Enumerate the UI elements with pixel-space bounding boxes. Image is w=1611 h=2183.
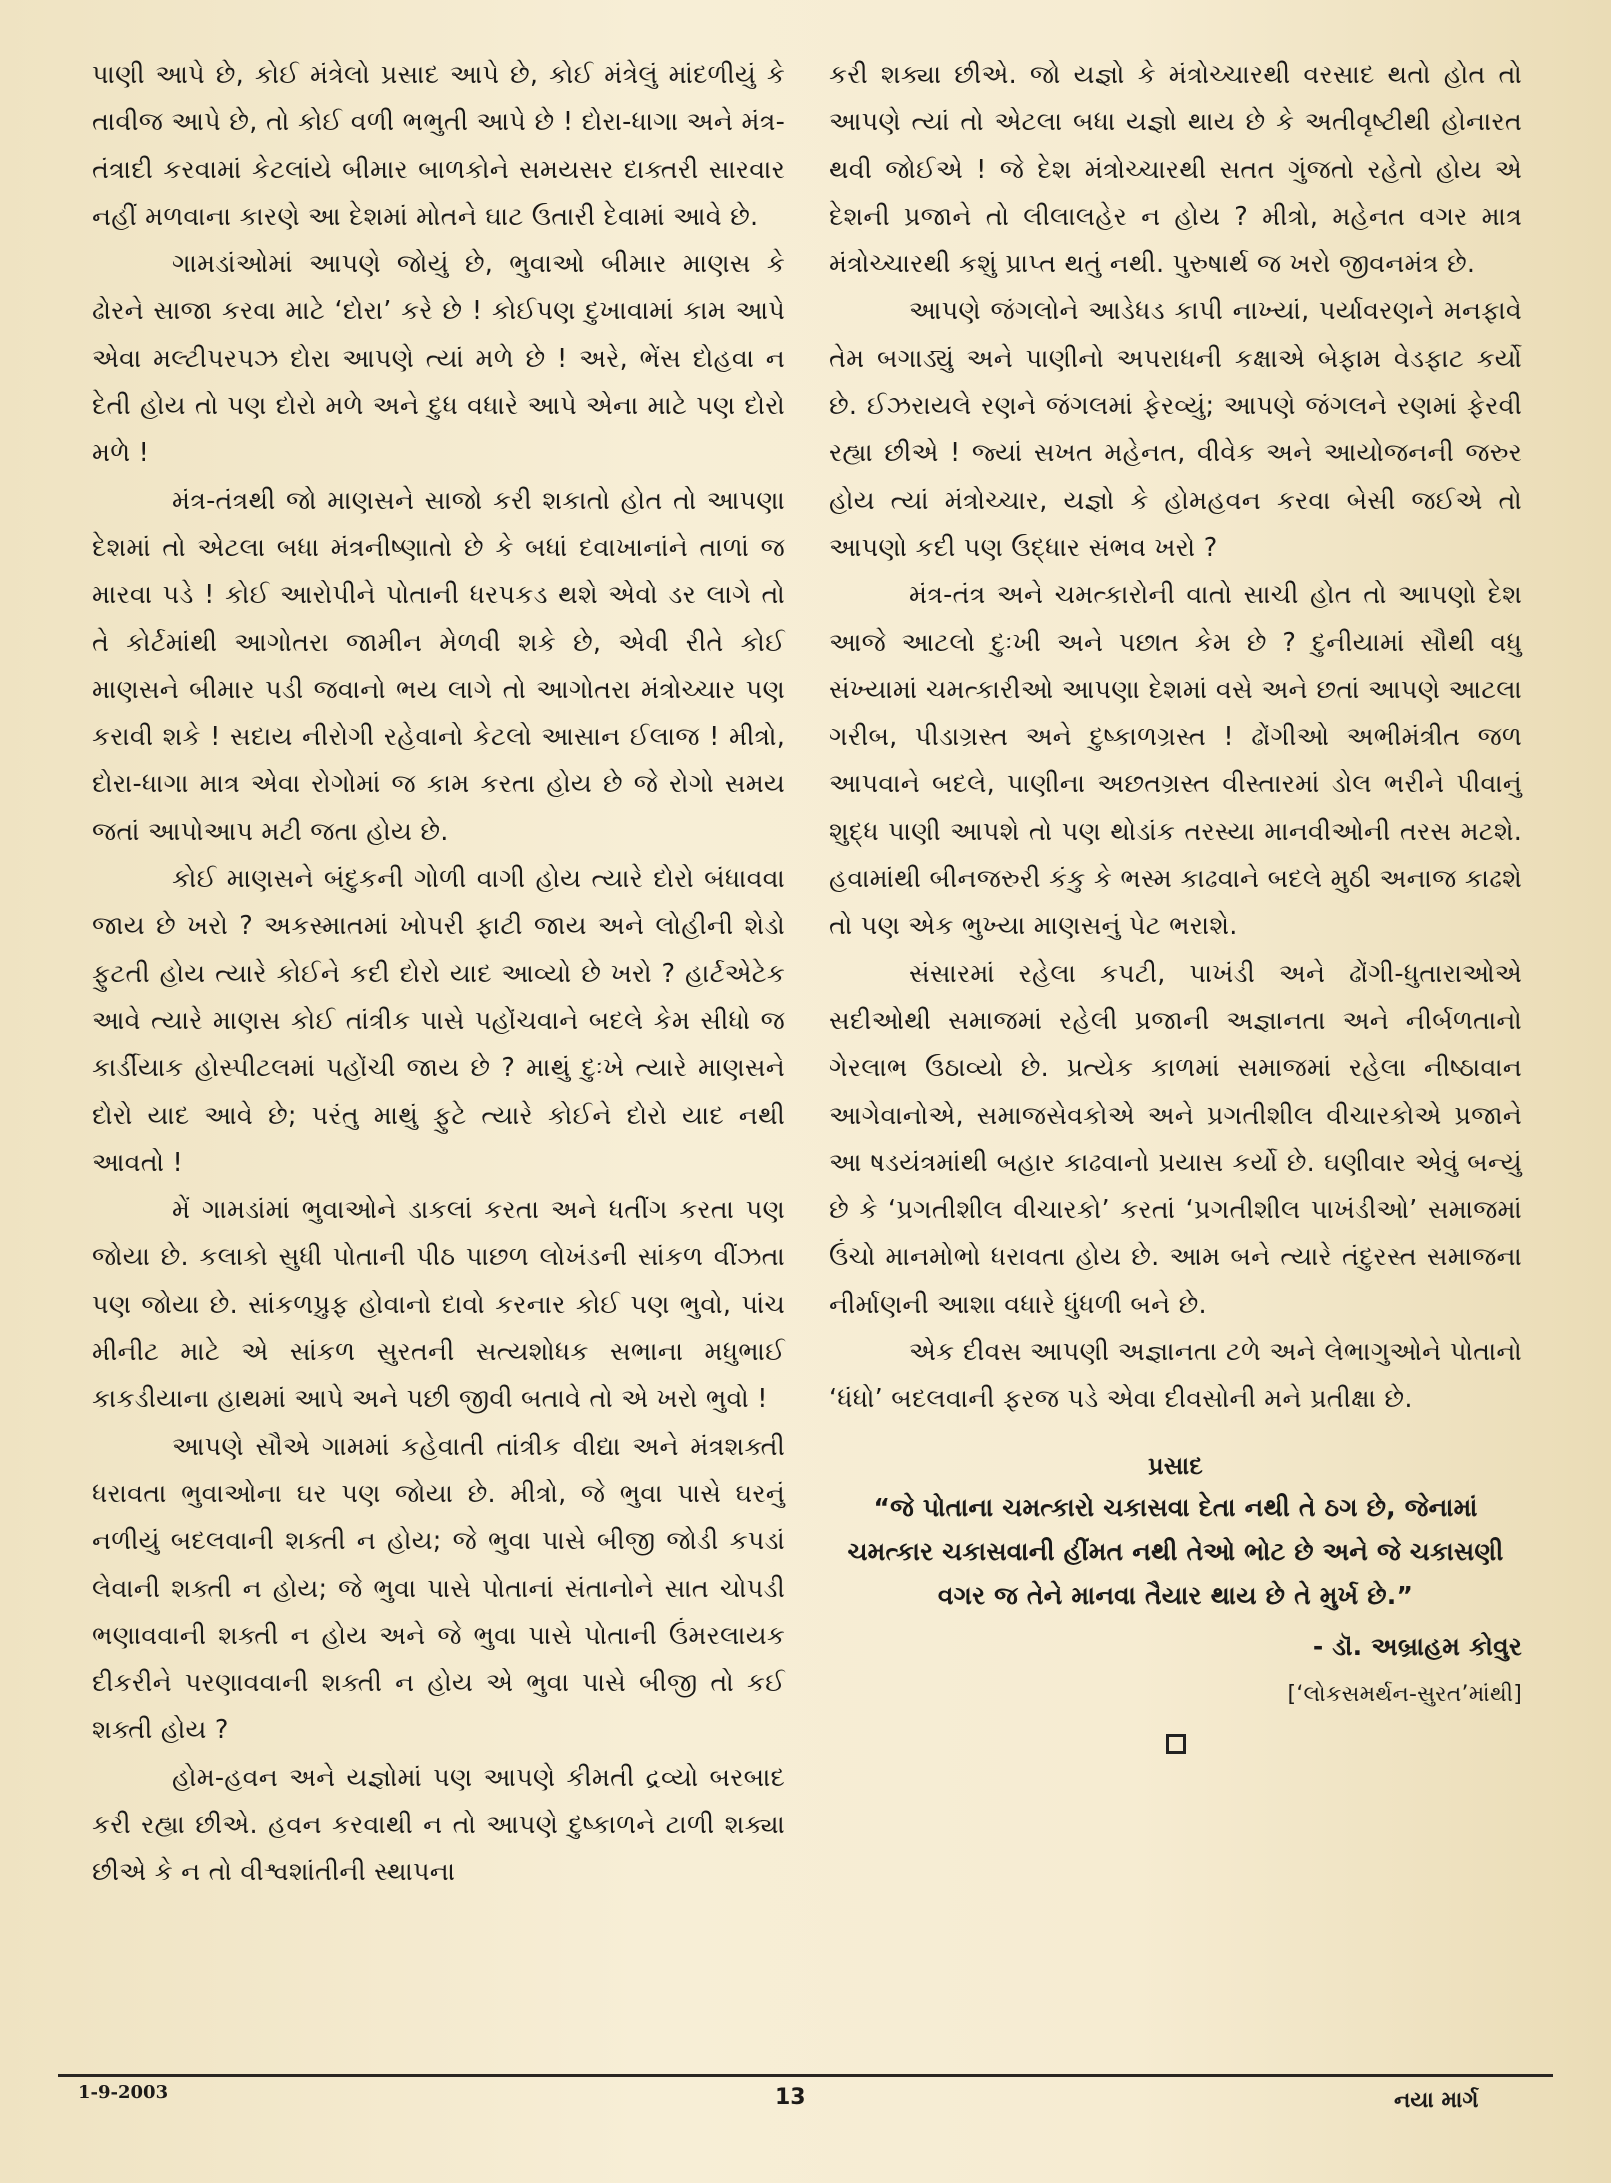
quote-author: - ડૉ. અબ્રાહમ કોવુર — [1312, 1631, 1522, 1661]
right-column — [829, 52, 1522, 1754]
prasad-title: પ્રસાદ — [1148, 1451, 1203, 1480]
magazine-name: નયા માર્ગ — [1394, 2088, 1479, 2113]
paragraph: મંત્ર-તંત્રથી જો માણસને સાજો કરી શકાતો હોત તો આપણા દેશમાં તો એટલા બધા મંત્રનીષ્ણાતો છે કે બધાં દવાખાનાંને તાળાં જ મારવા પડે ! કોઈ આરોપીને પોતાની ધરપકડ થશે એવો ડર લાગે તો તે કોર્ટમાંથી આગોતરા જામીન મેળવી શકે છે, એવી રીતે કોઈ માણસને બીમાર પડી જવાનો ભય લાગે તો આગોતરા મંત્રોચ્ચાર પણ કરાવી શકે ! સદાય નીરોગી રહેવાનો કેટલો આસાન ઈલાજ ! મીત્રો, દોરા-ધાગા માત્ર એવા રોગોમાં જ કામ કરતા હોય છે જે રોગો સમય જતાં આપોઆપ મટી જતા હોય છે. — [92, 485, 785, 847]
paragraph: આપણે સૌએ ગામમાં કહેવાતી તાંત્રીક વીદ્યા અને મંત્રશક્તી ધરાવતા ભુવાઓના ઘર પણ જોયા છે. મીત્રો, જે ભુવા પાસે ઘરનું નળીયું બદલવાની શક્તી ન હોય; જે ભુવા પાસે બીજી જોડી કપડાં લેવાની શક્તી ન હોય; જે ભુવા પાસે પોતાનાં સંતાનોને સાત ચોપડી ભણાવવાની શક્તી ન હોય અને જે ભુવા પાસે પોતાની ઉંમરલાયક દીકરીને પરણાવવાની શક્તી ન હોય એ ભુવા પાસે બીજી તો કઈ શક્તી હોય ? — [92, 1431, 785, 1746]
paragraph: એક દીવસ આપણી અજ્ઞાનતા ટળે અને લેભાગુઓને પોતાનો ‘ધંધો’ બદલવાની ફરજ પડે એવા દીવસોની મને પ્રતીક્ષા છે. — [829, 1337, 1522, 1415]
left-column — [92, 52, 785, 1897]
prasad-quote-box — [829, 1446, 1522, 1754]
paragraph: મેં ગામડાંમાં ભુવાઓને ડાકલાં કરતા અને ધતીંગ કરતા પણ જોયા છે. કલાકો સુધી પોતાની પીઠ પાછળ લોખંડની સાંકળ વીંઝતા પણ જોયા છે. સાંકળપ્રુફ હોવાનો દાવો કરનાર કોઈ પણ ભુવો, પાંચ મીનીટ માટે એ સાંકળ સુરતની સત્યશોધક સભાના મધુભાઈ કાકડીયાના હાથમાં આપે અને પછી જીવી બતાવે તો એ ખરો ભુવો ! — [92, 1195, 785, 1415]
footer-rule — [58, 2074, 1553, 2077]
paragraph: કરી શક્યા છીએ. જો યજ્ઞો કે મંત્રોચ્ચારથી વરસાદ થતો હોત તો આપણે ત્યાં તો એટલા બધા યજ્ઞો થાય છે કે અતીવૃષ્ટીથી હોનારત થવી જોઈએ ! જે દેશ મંત્રોચ્ચારથી સતત ગુંજતો રહેતો હોય એ દેશની પ્રજાને તો લીલાલહેર ન હોય ? મીત્રો, મહેનત વગર માત્ર મંત્રોચ્ચારથી કશું પ્રાપ્ત થતું નથી. પુરુષાર્થ જ ખરો જીવનમંત્ર છે. — [829, 60, 1522, 280]
paragraph: કોઈ માણસને બંદુકની ગોળી વાગી હોય ત્યારે દોરો બંધાવવા જાય છે ખરો ? અકસ્માતમાં ખોપરી ફાટી જાય અને લોહીની શેડો ફુટતી હોય ત્યારે કોઈને કદી દોરો યાદ આવ્યો છે ખરો ? હાર્ટએટેક આવે ત્યારે માણસ કોઈ તાંત્રીક પાસે પહોંચવાને બદલે કેમ સીધો જ કાર્ડીયાક હોસ્પીટલમાં પહોંચી જાય છે ? માથું દુઃખે ત્યારે માણસને દોરો યાદ આવે છે; પરંતુ માથું ફુટે ત્યારે કોઈને દોરો યાદ નથી આવતો ! — [92, 864, 785, 1178]
prasad-quote: “જે પોતાના ચમત્કારો ચકાસવા દેતા નથી તે ઠગ છે, જેનામાં ચમત્કાર ચકાસવાની હીંમત નથી તેઓ ભોટ છે અને જે ચકાસણી વગર જ તેને માનવા તૈયાર થાય છે તે મુર્ખ છે.” — [847, 1492, 1504, 1610]
paragraph: પાણી આપે છે, કોઈ મંત્રેલો પ્રસાદ આપે છે, કોઈ મંત્રેલું માંદળીયું કે તાવીજ આપે છે, તો કોઈ વળી ભભુતી આપે છે ! દોરા-ધાગા અને મંત્ર-તંત્રાદી કરવામાં કેટલાંયે બીમાર બાળકોને સમયસર દાક્તરી સારવાર નહીં મળવાના કારણે આ દેશમાં મોતને ઘાટ ઉતારી દેવામાં આવે છે. — [92, 60, 785, 232]
quote-source: [‘લોકસમર્થન-સુરત’માંથી] — [1287, 1681, 1522, 1707]
paragraph: આપણે જંગલોને આડેધડ કાપી નાખ્યાં, પર્યાવરણને મનફાવે તેમ બગાડ્યું અને પાણીનો અપરાધની કક્ષાએ બેફામ વેડફાટ કર્યો છે. ઈઝરાયલે રણને જંગલમાં ફેરવ્યું; આપણે જંગલને રણમાં ફેરવી રહ્યા છીએ ! જ્યાં સખત મહેનત, વીવેક અને આયોજનની જરુર હોય ત્યાં મંત્રોચ્ચાર, યજ્ઞો કે હોમહવન કરવા બેસી જઈએ તો આપણો કદી પણ ઉદ્ધાર સંભવ ખરો ? — [829, 296, 1522, 563]
paragraph: ગામડાંઓમાં આપણે જોયું છે, ભુવાઓ બીમાર માણસ કે ઢોરને સાજા કરવા માટે ‘દોરા’ કરે છે ! કોઈપણ દુખાવામાં કામ આપે એવા મલ્ટીપરપઝ દોરા આપણે ત્યાં મળે છે ! અરે, ભેંસ દોહવા ન દેતી હોય તો પણ દોરો મળે અને દુધ વધારે આપે એના માટે પણ દોરો મળે ! — [92, 249, 785, 469]
paragraph: હોમ-હવન અને યજ્ઞોમાં પણ આપણે કીમતી દ્રવ્યો બરબાદ કરી રહ્યા છીએ. હવન કરવાથી ન તો આપણે દુષ્કાળને ટાળી શક્યા છીએ કે ન તો વીશ્વશાંતીની સ્થાપના — [92, 1762, 785, 1888]
page-number: 13 — [775, 2085, 806, 2110]
paragraph: સંસારમાં રહેલા કપટી, પાખંડી અને ઢોંગી-ધુતારાઓએ સદીઓથી સમાજમાં રહેલી પ્રજાની અજ્ઞાનતા અને નીર્બળતાનો ગેરલાભ ઉઠાવ્યો છે. પ્રત્યેક કાળમાં સમાજમાં રહેલા નીષ્ઠાવાન આગેવાનોએ, સમાજસેવકોએ અને પ્રગતીશીલ વીચારકોએ પ્રજાને આ ષડયંત્રમાંથી બહાર કાઢવાનો પ્રયાસ કર્યો છે. ઘણીવાર એવું બન્યું છે કે ‘પ્રગતીશીલ વીચારકો’ કરતાં ‘પ્રગતીશીલ પાખંડીઓ’ સમાજમાં ઉંચો માનમોભો ધરાવતા હોય છે. આમ બને ત્યારે તંદુરસ્ત સમાજના નીર્માણની આશા વધારે ધુંધળી બને છે. — [829, 958, 1522, 1320]
end-of-article-icon — [1166, 1734, 1186, 1754]
paragraph: મંત્ર-તંત્ર અને ચમત્કારોની વાતો સાચી હોત તો આપણો દેશ આજે આટલો દુઃખી અને પછાત કેમ છે ? દુનીયામાં સૌથી વધુ સંખ્યામાં ચમત્કારીઓ આપણા દેશમાં વસે અને છતાં આપણે આટલા ગરીબ, પીડાગ્રસ્ત અને દુષ્કાળગ્રસ્ત ! ઢોંગીઓ અભીમંત્રીત જળ આપવાને બદલે, પાણીના અછતગ્રસ્ત વીસ્તારમાં ડોલ ભરીને પીવાનું શુદ્ધ પાણી આપશે તો પણ થોડાંક તરસ્યા માનવીઓની તરસ મટશે. હવામાંથી બીનજરુરી કંકુ કે ભસ્મ કાઢવાને બદલે મુઠી અનાજ કાઢશે તો પણ એક ભુખ્યા માણસનું પેટ ભરાશે. — [829, 580, 1522, 942]
footer-date: 1-9-2003 — [78, 2082, 169, 2103]
